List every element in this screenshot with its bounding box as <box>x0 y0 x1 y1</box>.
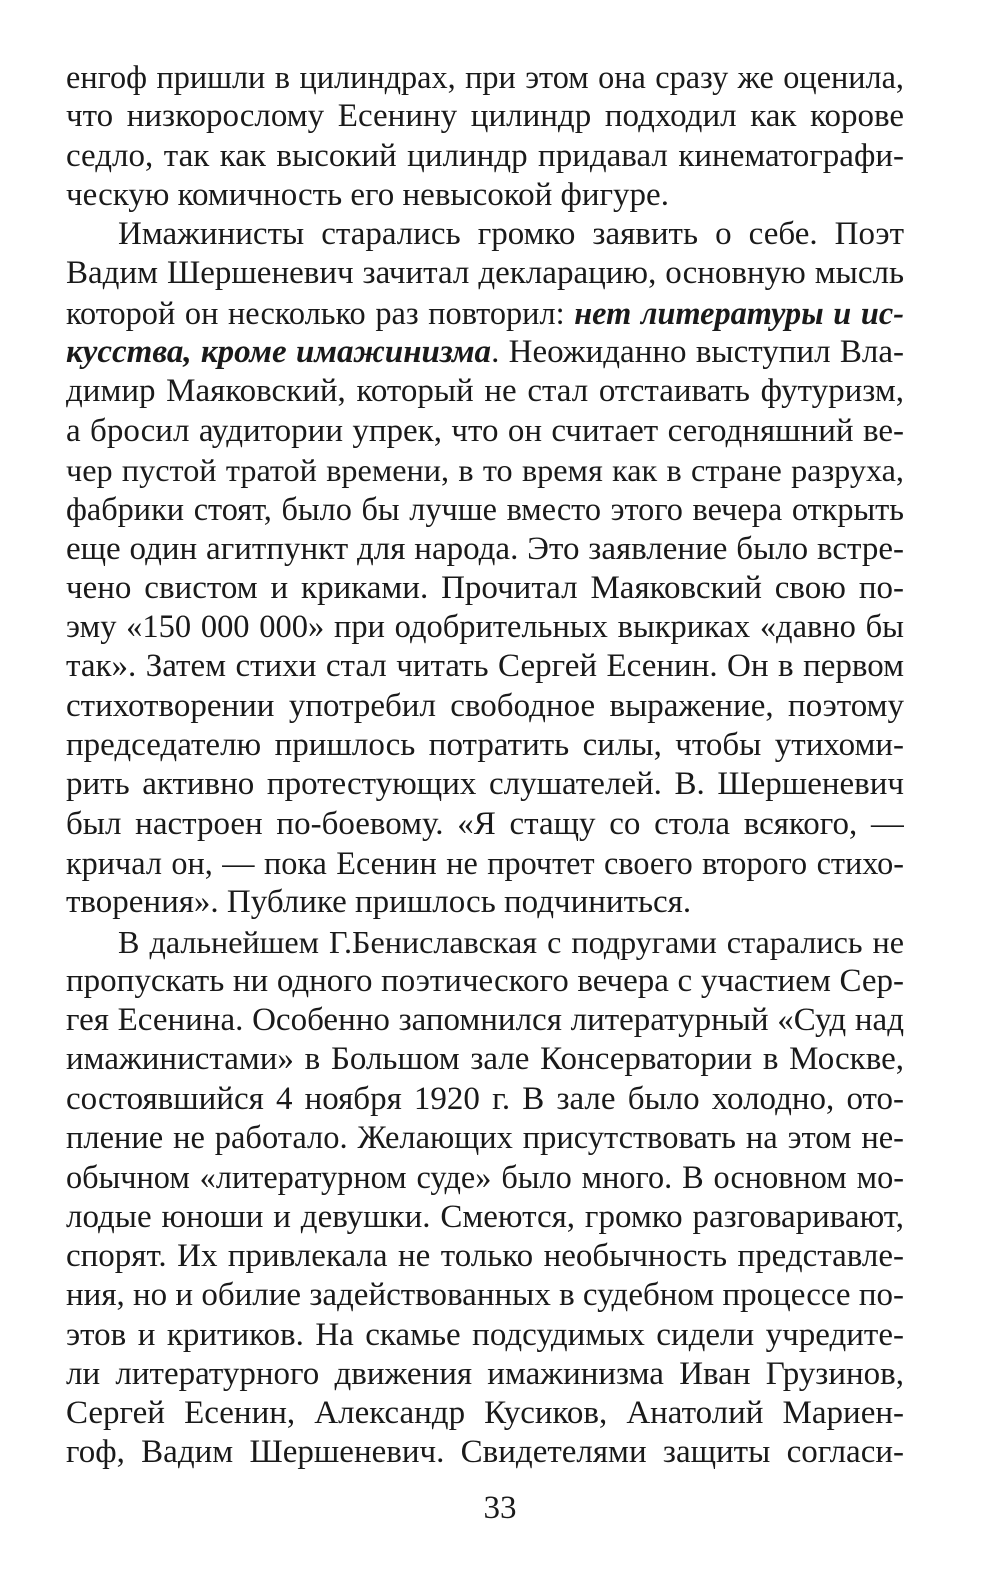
text-line: эму «150 000 000» при одобрительных выкриках «давно бы <box>66 609 904 646</box>
text-line: обычном «литературном суде» было много. В основном мо- <box>66 1159 904 1196</box>
text-line: ли литературного движения имажинизма Иван Грузинов, <box>66 1355 904 1392</box>
text-line: ческую комичность его невысокой фигуре. <box>66 176 669 213</box>
text-line: Вадим Шершеневич зачитал декларацию, основную мысль <box>66 255 904 292</box>
text-line: лодые юноши и девушки. Смеются, громко разговаривают, <box>66 1198 904 1235</box>
text-line: Имажинисты старались громко заявить о себе. Поэт <box>118 216 904 253</box>
text-line: так». Затем стихи стал читать Сергей Есенин. Он в первом <box>66 648 904 685</box>
text-line: чер пустой тратой времени, в то время как в стране разруха, <box>66 451 904 488</box>
text-line: пление не работало. Желающих присутствовать на этом не- <box>66 1120 904 1157</box>
text-line: гея Есенина. Особенно запомнился литературный «Суд над <box>66 1002 904 1039</box>
text-line: ния, но и обилие задействованных в судебном процессе по- <box>66 1277 904 1314</box>
text-line: еще один агитпункт для народа. Это заявление было встре- <box>66 530 904 567</box>
page-text <box>66 58 904 1473</box>
text-line: стихотворении употребил свободное выражение, поэтому <box>66 687 904 724</box>
text-line: имажинистами» в Большом зале Консерватории в Москве, <box>66 1041 904 1078</box>
emphasis-text: нет литературы и ис- <box>574 294 904 331</box>
text-segment: . Неожиданно выступил Вла- <box>491 334 904 371</box>
text-line: спорят. Их привлекала не только необычность представле- <box>66 1237 904 1274</box>
text-line: пропускать ни одного поэтического вечера с участием Сер- <box>66 962 904 999</box>
text-line: этов и критиков. На скамье подсудимых сидели учредите- <box>66 1316 904 1353</box>
text-line <box>66 294 904 333</box>
text-line: председателю пришлось потратить силы, чтобы утихоми- <box>66 727 904 764</box>
text-line: был настроен по-боевому. «Я стащу со стола всякого, — <box>66 805 904 842</box>
text-line: состоявшийся 4 ноября 1920 г. В зале было холодно, ото- <box>66 1080 904 1117</box>
text-segment: которой он несколько раз повторил: <box>66 294 575 331</box>
text-line <box>66 333 904 372</box>
text-line: димир Маяковский, который не стал отстаивать футуризм, <box>66 373 904 410</box>
text-line: Сергей Есенин, Александр Кусиков, Анатолий Мариен- <box>66 1395 904 1432</box>
text-line: что низкорослому Есенину цилиндр подходил как корове <box>66 98 904 135</box>
text-line: а бросил аудитории упрек, что он считает сегодняшний ве- <box>66 412 904 449</box>
emphasis-text: кусства, кроме имажинизма <box>66 334 492 371</box>
text-line: чено свистом и криками. Прочитал Маяковский свою по- <box>66 569 904 606</box>
text-line: кричал он, — пока Есенин не прочтет своего второго стихо- <box>66 844 904 881</box>
text-line: енгоф пришли в цилиндрах, при этом она сразу же оценила, <box>66 59 904 95</box>
page-number: 33 <box>483 1490 517 1526</box>
text-line: фабрики стоят, было бы лучше вместо этого вечера открыть <box>66 491 904 528</box>
text-line: гоф, Вадим Шершеневич. Свидетелями защиты согласи- <box>66 1434 904 1471</box>
text-line: творения». Публике пришлось подчиниться. <box>66 884 692 921</box>
text-line: седло, так как высокий цилиндр придавал кинематографи- <box>66 137 904 174</box>
text-line: В дальнейшем Г.Бениславская с подругами старались не <box>118 923 904 960</box>
text-line: рить активно протестующих слушателей. В. Шершеневич <box>66 766 904 803</box>
